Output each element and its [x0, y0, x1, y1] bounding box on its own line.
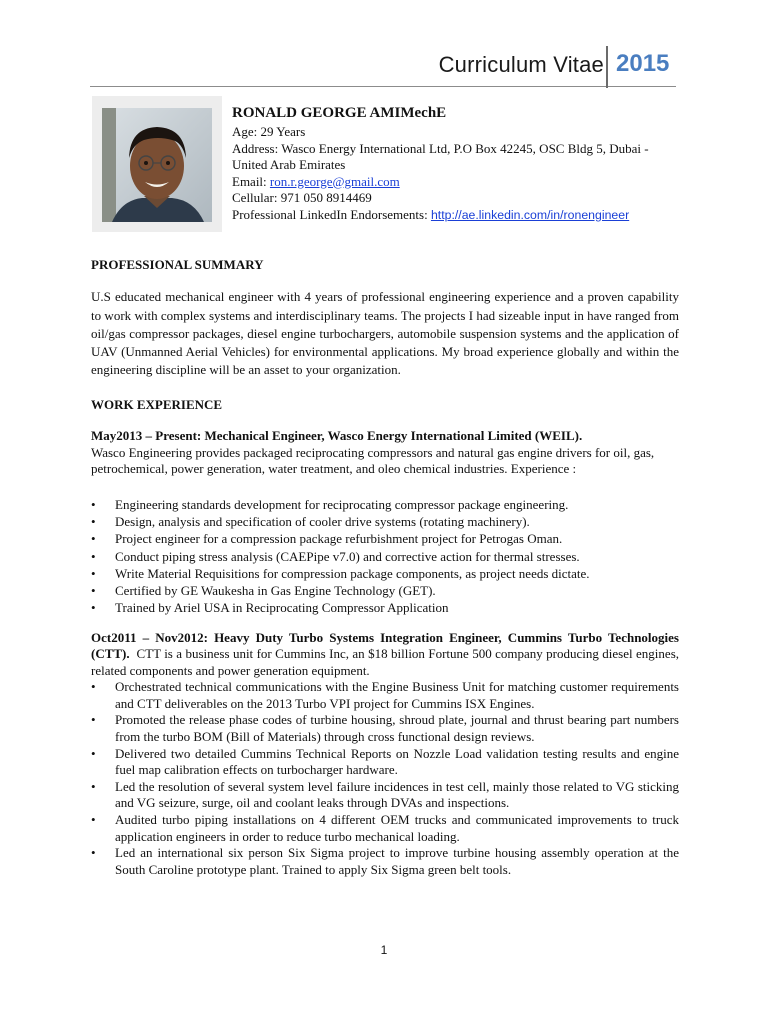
header-title: Curriculum Vitae — [438, 52, 604, 77]
job-bullets — [91, 496, 679, 616]
summary-section — [91, 256, 679, 380]
profile-photo-frame — [92, 96, 222, 232]
summary-heading: PROFESSIONAL SUMMARY — [91, 257, 264, 272]
email-line — [232, 174, 682, 191]
job-title: Oct2011 – Nov2012: Heavy Duty Turbo Systems Integration Engineer, Cummins Turbo Technologies (CTT). — [91, 629, 679, 662]
linkedin-label: Professional LinkedIn Endorsements: — [232, 206, 431, 222]
list-item: • Trained by Ariel USA in Reciprocating Compressor Application — [91, 599, 679, 616]
job-description: CTT is a business unit for Cummins Inc, an $18 billion Fortune 500 company producing diesel engines, related components and power generation equipment. — [91, 646, 679, 678]
list-item: • Conduct piping stress analysis (CAEPipe v7.0) and corrective action for thermal stresses. — [91, 548, 679, 565]
contact-block — [232, 104, 682, 223]
header-rule — [90, 86, 676, 87]
job-title: May2013 – Present: Mechanical Engineer, Wasco Energy International Limited (WEIL). — [91, 428, 583, 444]
list-item: • Engineering standards development for reciprocating compressor package engineering. — [91, 496, 679, 513]
header-year: 2015 — [616, 50, 670, 77]
list-item: • Led the resolution of several system level failure incidences in test cell, mainly those related to VG sticking and VG seizure, surge, oil and coolant leaks through DVAs and inspections. — [91, 779, 679, 812]
list-item: • Delivered two detailed Cummins Technical Reports on Nozzle Load validation testing results and engine fuel map calibration effects on turbocharger hardware. — [91, 746, 679, 779]
address: Address: Wasco Energy International Ltd, P.O Box 42245, OSC Bldg 5, Dubai - United Arab Emirates — [232, 140, 649, 172]
list-item: • Led an international six person Six Sigma project to improve turbine housing assembly operation at the South Caroline prototype plant. Trained to apply Six Sigma green belt tools. — [91, 845, 679, 878]
list-item: • Orchestrated technical communications with the Engine Business Unit for matching customer requirements and CTT deliverables on the 2013 Turbo VPI project for Cummins ISX Engines. — [91, 679, 679, 712]
email-label: Email: — [232, 173, 270, 189]
cellular: Cellular: 971 050 8914469 — [232, 190, 372, 205]
experience-heading: WORK EXPERIENCE — [91, 397, 223, 412]
job-entry — [91, 428, 679, 616]
linkedin-link[interactable]: http://ae.linkedin.com/in/ronengineer — [430, 207, 630, 222]
list-item: • Project engineer for a compression package refurbishment project for Petrogas Oman. — [91, 530, 679, 547]
job-description: Wasco Engineering provides packaged reciprocating compressors and natural gas engine drivers for oil, gas, petrochemical, power generation, water treatment, and oleo chemical industries. Experience : — [91, 444, 655, 477]
profile-photo — [102, 108, 212, 222]
list-item: • Design, analysis and specification of cooler drive systems (rotating machinery). — [91, 513, 679, 530]
page-number: 1 — [380, 943, 388, 957]
experience-section — [91, 396, 679, 878]
job-bullets — [91, 679, 679, 878]
list-item: • Certified by GE Waukesha in Gas Engine Technology (GET). — [91, 582, 679, 599]
list-item: • Write Material Requisitions for compression package components, as project needs dictate. — [91, 565, 679, 582]
summary-text: U.S educated mechanical engineer with 4 years of professional engineering experience and a proven capability to work with complex systems and interdisciplinary teams. The projects I had sizeable input in have ranged from oil/gas compressor packages, diesel engine turbochargers, automobile suspension systems and the application of UAV (Unmanned Aerial Vehicles) for environmental applications. My broad experience globally and within the engineering discipline will be an asset to your organization. — [91, 289, 679, 378]
list-item: • Audited turbo piping installations on 4 different OEM trucks and communicated improvements to truck application engineers in order to reduce turbo mechanical loading. — [91, 812, 679, 845]
linkedin-line — [232, 207, 682, 224]
candidate-name: RONALD GEORGE AMIMechE — [232, 105, 447, 121]
email-link[interactable]: ron.r.george@gmail.com — [269, 173, 400, 189]
header-separator — [606, 46, 608, 88]
list-item: • Promoted the release phase codes of turbine housing, shroud plate, journal and thrust bearing part numbers from the turbo BOM (Bill of Materials) through cross functional design reviews. — [91, 712, 679, 745]
age: Age: 29 Years — [232, 124, 306, 139]
job-entry — [91, 630, 679, 680]
